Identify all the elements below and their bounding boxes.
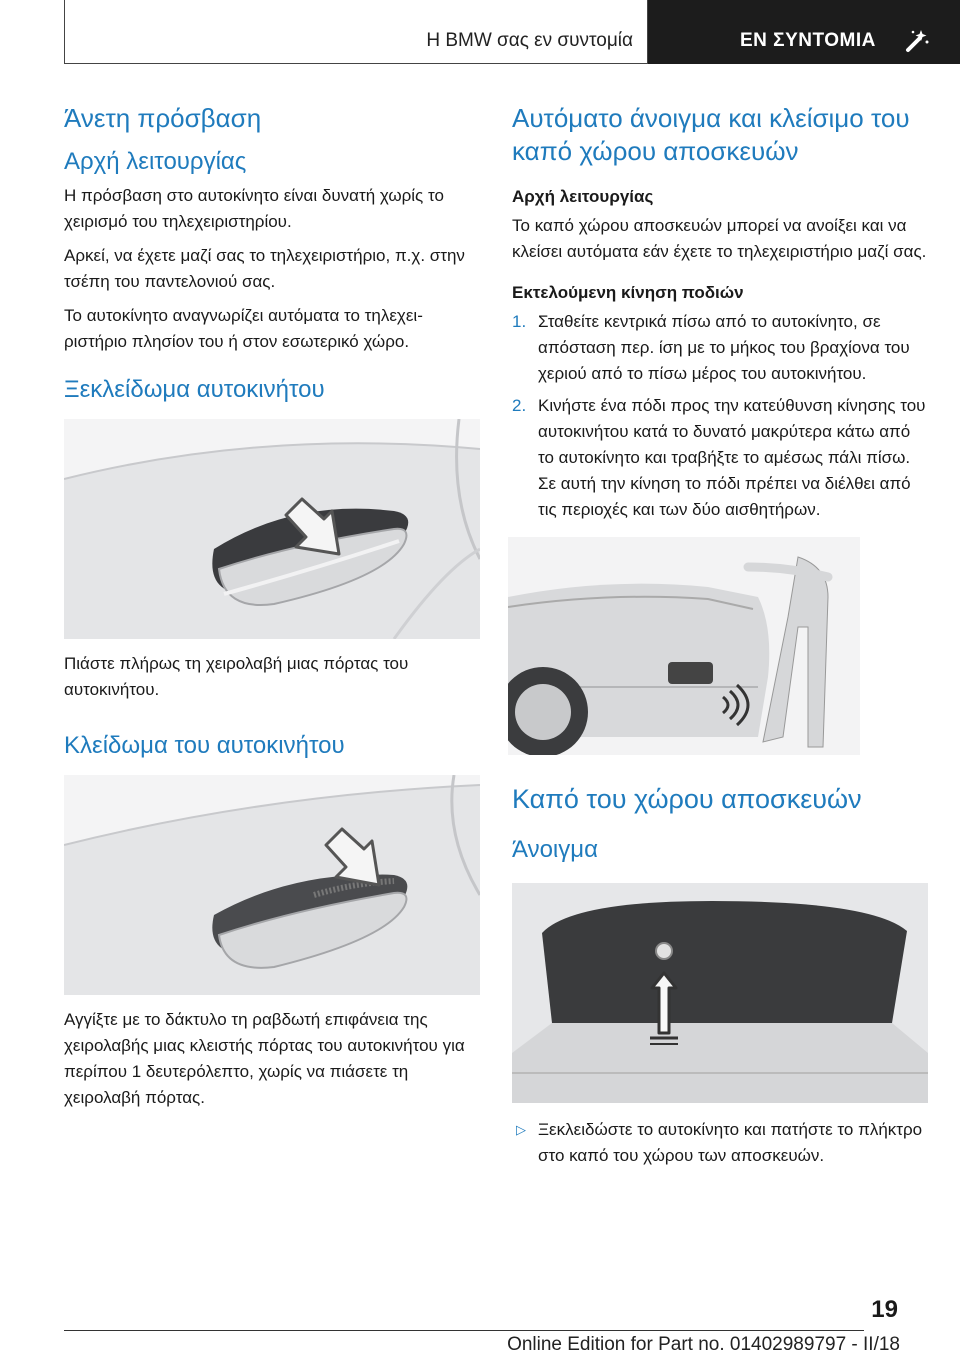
principle-text-2: Αρκεί, να έχετε μαζί σας το τηλεχειριστήριο, π.χ. στην τσέπη του παντελονιού σας. <box>64 245 465 291</box>
open-step <box>512 1117 928 1169</box>
door-handle-lock-figure <box>64 775 480 995</box>
foot-motion-heading: Εκτελούμενη κίνηση ποδιών <box>512 283 744 302</box>
header-left-tab <box>64 0 648 64</box>
unlock-heading: Ξεκλείδωμα αυτοκινήτου <box>64 375 325 403</box>
lock-heading: Κλείδωμα του αυτοκινήτου <box>64 731 345 759</box>
principle-text-right: Το καπό χώρου αποσκευών μπορεί να ανοίξει και να κλείσει αυτόματα εάν έχετε το τηλεχειριστήριο μαζί σας. <box>512 216 927 261</box>
foot-kick-figure <box>508 537 860 755</box>
lock-instruction: Αγγίξτε με το δάκτυλο τη ραβδωτή επιφάνεια της χειρολαβής μιας κλειστής πόρτας του αυτοκινήτου για περίπου 1 δευτερόλεπτο, χωρίς να πιάσετε τη χειρολαβή πόρτας. <box>64 1009 465 1107</box>
header-right-title: ΕΝ ΣΥΝΤΟΜΙΑ <box>740 30 876 51</box>
principle-heading-right: Αρχή λειτουργίας <box>512 187 654 206</box>
door-handle-unlock-figure <box>64 419 480 639</box>
step-text: Κινήστε ένα πόδι προς την κατεύθυνση κίνησης του αυτοκινήτου κατά το δυνατό μακρύτερα κάτω από το αυτοκίνητο και τραβήξτε το αμέσως πάλι πίσω. Σε αυτή την κίνηση το πόδι πρέπει να διέλθει από τις περιοχές και των δύο αισθητήρων. <box>538 396 926 519</box>
auto-trunk-title: Αυτόματο άνοιγμα και κλείσιμο του καπό χώρου αποσκευών <box>512 103 910 166</box>
left-column <box>64 102 480 1119</box>
motion-step <box>512 393 928 523</box>
motion-steps <box>512 309 928 523</box>
principle-text-1: Η πρόσβαση στο αυτοκίνητο είναι δυνατή χωρίς το χειρισμό του τηλεχειριστηρίου. <box>64 185 444 231</box>
comfort-access-title: Άνετη πρόσβαση <box>64 103 262 133</box>
opening-heading: Άνοιγμα <box>512 835 598 863</box>
step-number: 1. <box>512 312 527 331</box>
step-text: Σταθείτε κεντρικά πίσω από το αυτοκίνητο, σε απόσταση περ. ίση με το μήκος του βραχίονα του χεριού από το πίσω μέρος του αυτοκινήτου. <box>538 312 910 383</box>
triangle-bullet-icon: ▷ <box>516 1121 526 1137</box>
motion-step <box>512 309 928 387</box>
trunk-button-figure <box>512 883 928 1103</box>
footer-edition: Online Edition for Part no. 01402989797 - II/18 <box>507 1334 900 1355</box>
page-number: 19 <box>871 1296 898 1323</box>
wrench-magic-icon <box>904 28 930 54</box>
step-number: 2. <box>512 396 527 415</box>
header-left-title: Η BMW σας εν συντομία <box>426 30 633 51</box>
principle-heading-left: Αρχή λειτουργίας <box>64 147 247 175</box>
principle-text-3: Το αυτοκίνητο αναγνωρίζει αυτόματα το τηλεχειριστήριο πλησίον του ή στον εσωτερικό χώρο. <box>64 305 423 351</box>
unlock-instruction: Πιάστε πλήρως τη χειρολαβή μιας πόρτας του αυτοκινήτου. <box>64 653 409 699</box>
footer-divider <box>64 1330 864 1331</box>
trunk-lid-heading: Καπό του χώρου αποσκευών <box>512 784 862 814</box>
open-step-text: Ξεκλειδώστε το αυτοκίνητο και πατήστε το πλήκτρο στο καπό του χώρου των αποσκευών. <box>538 1119 923 1165</box>
header-right-tab <box>648 0 960 64</box>
right-column <box>512 102 928 1169</box>
